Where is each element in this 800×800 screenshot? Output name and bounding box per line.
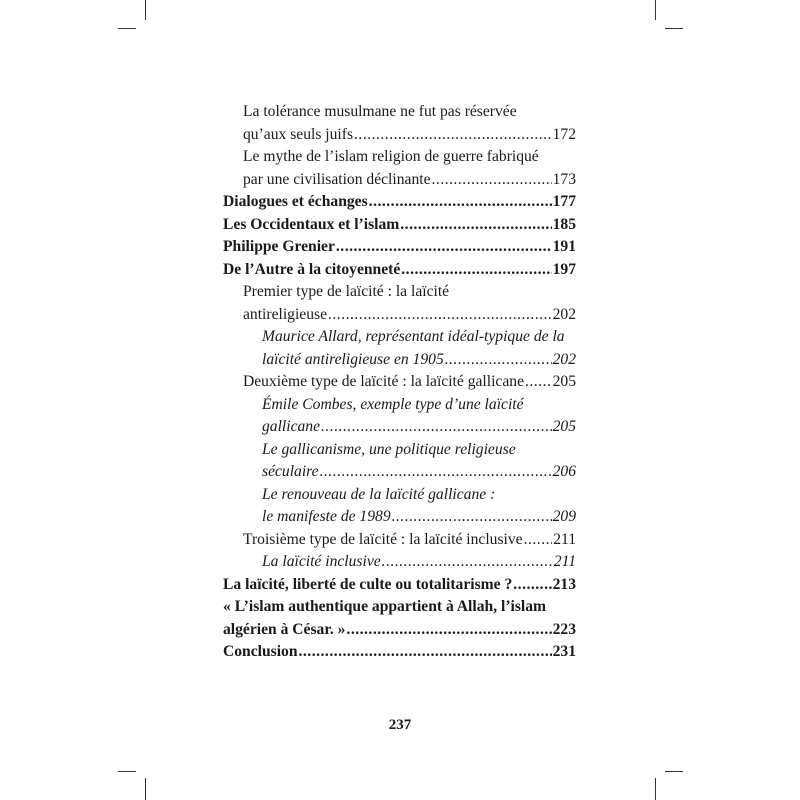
toc-entry-title: le manifeste de 1989 — [262, 508, 391, 525]
crop-mark — [655, 0, 656, 20]
toc-entry-title: De l’Autre à la citoyenneté — [223, 260, 401, 278]
toc-entry — [223, 574, 576, 597]
dot-leader — [346, 619, 551, 642]
toc-entry-page: 177 — [552, 193, 576, 210]
dot-leader — [369, 191, 552, 214]
dot-leader — [524, 529, 553, 552]
toc-entry — [223, 146, 576, 191]
toc-entry-title: Les Occidentaux et l’islam — [223, 215, 400, 233]
toc-entry — [223, 259, 576, 282]
dot-leader — [382, 551, 553, 574]
dot-leader — [321, 416, 552, 439]
toc-entry-page: 172 — [552, 125, 576, 143]
dot-leader — [299, 641, 552, 664]
toc-entry-page: 205 — [552, 373, 576, 390]
toc-entry — [223, 394, 576, 439]
toc-entry-title: qu’aux seuls juifs — [243, 125, 354, 143]
toc-entry-title: « L’islam authentique appartient à Allah, l’islam — [223, 598, 547, 615]
page-number: 237 — [388, 717, 412, 733]
toc-entry-title: Émile Combes, exemple type d’une laïcité — [262, 395, 524, 413]
toc-entry-page: 209 — [552, 508, 576, 525]
toc-entry — [223, 439, 576, 484]
crop-mark — [145, 778, 146, 800]
toc-entry — [223, 214, 576, 237]
toc-entry-title: antireligieuse — [243, 305, 327, 323]
toc-entry-page: 191 — [552, 238, 576, 255]
toc-entry-title: La laïcité inclusive — [262, 553, 381, 570]
toc-entry — [223, 101, 576, 146]
dot-leader — [525, 371, 552, 394]
toc-entry-page: 202 — [552, 305, 576, 323]
toc-entry-page: 173 — [552, 170, 576, 188]
crop-mark — [665, 771, 683, 772]
toc-entry-page: 206 — [552, 463, 576, 480]
toc-entry-page: 197 — [552, 260, 576, 278]
toc-entry — [223, 371, 576, 394]
toc-entry-page: 185 — [552, 215, 576, 233]
toc-entry-title: par une civilisation déclinante — [243, 170, 431, 188]
toc-entry-title: séculaire — [262, 463, 319, 480]
toc-entry-title: Maurice Allard, représentant idéal-typique de la — [262, 328, 565, 345]
toc-entry-title: Dialogues et échanges — [223, 193, 368, 210]
toc-entry — [223, 281, 576, 326]
toc-entry-page: 205 — [552, 418, 576, 435]
toc-entry-page: 211 — [553, 530, 576, 548]
toc-entry — [223, 191, 576, 214]
dot-leader — [392, 506, 552, 529]
toc-entry-title: Deuxième type de laïcité : la laïcité gallicane — [243, 373, 524, 390]
toc-entry — [223, 326, 576, 371]
toc-entry-title: La tolérance musulmane ne fut pas réservée — [243, 103, 517, 120]
crop-mark — [665, 28, 683, 29]
toc-entry-title: Le renouveau de la laïcité gallicane : — [262, 485, 496, 503]
toc-entry-title: Le gallicanisme, une politique religieuse — [262, 440, 516, 458]
toc-entry-page: 213 — [552, 575, 576, 593]
crop-mark — [655, 778, 656, 800]
crop-mark — [145, 0, 146, 20]
crop-mark — [118, 28, 136, 29]
toc-entry — [223, 596, 576, 641]
toc-entry-title: laïcité antireligieuse en 1905 — [262, 350, 444, 368]
dot-leader — [328, 304, 552, 327]
toc-entry-title: Le mythe de l’islam religion de guerre fabriqué — [243, 148, 539, 165]
dot-leader — [320, 461, 552, 484]
toc-entry-title: Conclusion — [223, 643, 298, 660]
dot-leader — [400, 214, 551, 237]
toc-entry-title: Premier type de laïcité : la laïcité — [243, 283, 450, 300]
toc-entry — [223, 484, 576, 529]
toc-entry — [223, 551, 576, 574]
toc-entry-title: gallicane — [262, 418, 321, 435]
toc-entry-title: Troisième type de laïcité : la laïcité inclusive — [243, 530, 523, 548]
toc-entry-title: La laïcité, liberté de culte ou totalitarisme ? — [223, 575, 513, 593]
dot-leader — [445, 349, 552, 372]
dot-leader — [336, 236, 552, 259]
toc-entry — [223, 641, 576, 664]
toc-entry — [223, 236, 576, 259]
toc-entry-title: Philippe Grenier — [223, 238, 335, 255]
toc-entry-page: 231 — [552, 643, 576, 660]
toc-entry — [223, 529, 576, 552]
crop-mark — [118, 771, 136, 772]
dot-leader — [401, 259, 551, 282]
table-of-contents — [223, 101, 576, 664]
dot-leader — [354, 124, 552, 147]
toc-entry-page: 211 — [553, 553, 576, 570]
dot-leader — [513, 574, 551, 597]
toc-entry-page: 223 — [552, 620, 576, 638]
dot-leader — [432, 169, 552, 192]
toc-entry-page: 202 — [552, 350, 576, 368]
toc-entry-title: algérien à César. » — [223, 620, 346, 638]
